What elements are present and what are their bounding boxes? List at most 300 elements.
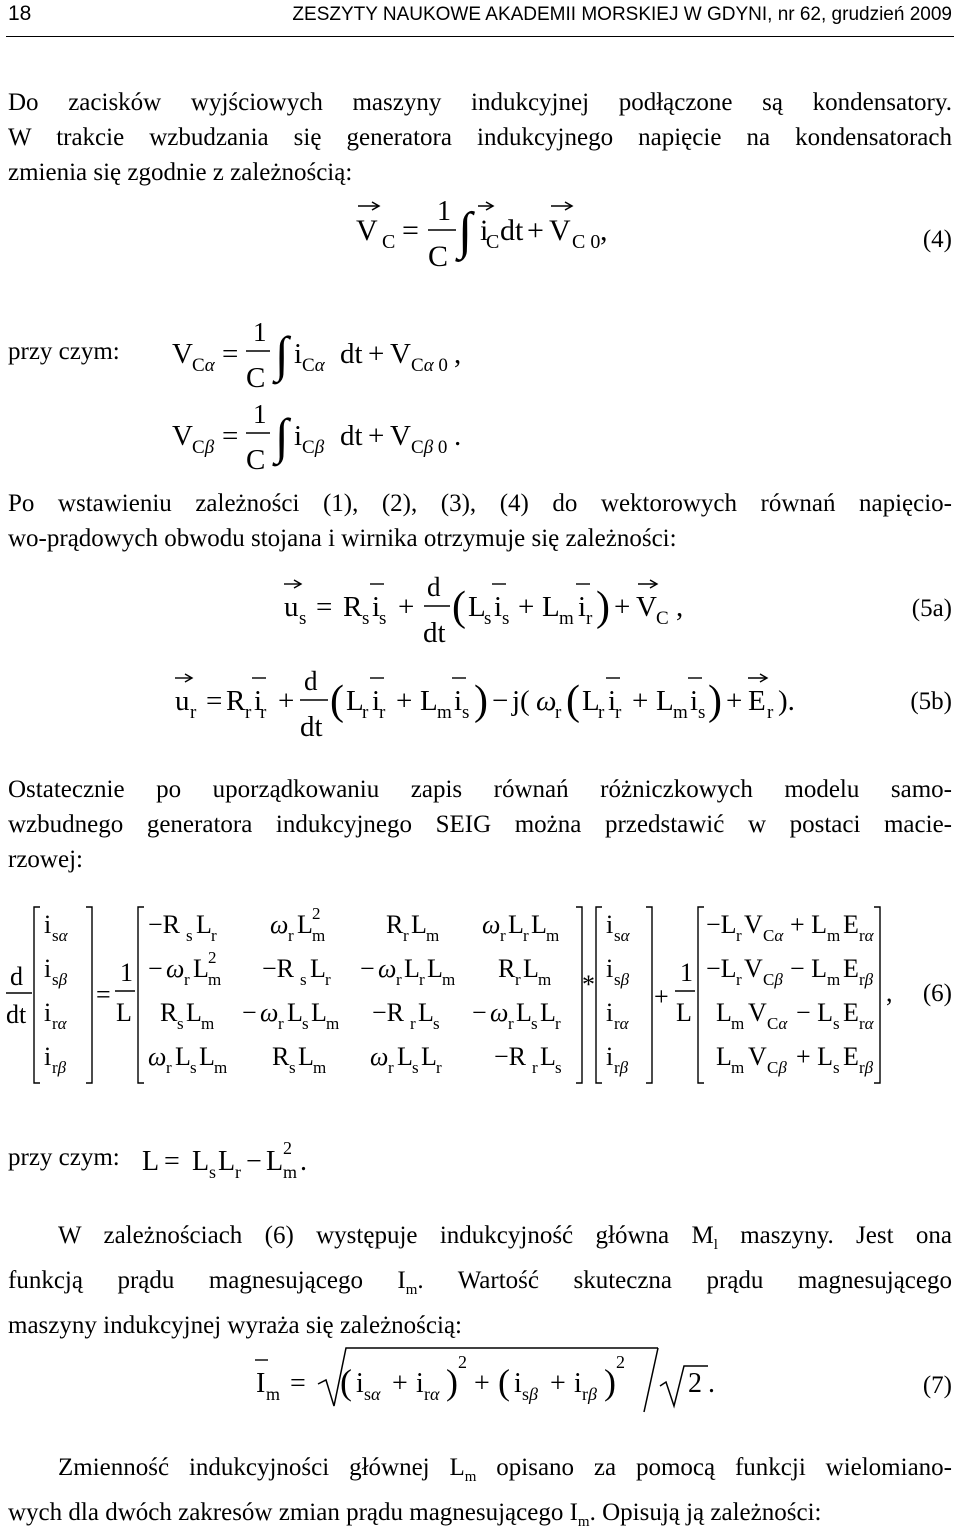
equation-6-matrix: [0, 895, 960, 1095]
svg-text:i: i: [480, 214, 489, 247]
svg-text:L: L: [193, 954, 209, 983]
svg-text:.: .: [708, 1368, 715, 1399]
svg-text:1: 1: [120, 958, 133, 987]
svg-text:V: V: [748, 998, 767, 1027]
svg-text:r: r: [586, 608, 593, 629]
svg-text:L: L: [310, 954, 326, 983]
svg-text:m: m: [313, 1058, 327, 1077]
paragraph-inductance-variation: [8, 1450, 952, 1540]
svg-text:s: s: [289, 1058, 296, 1077]
svg-text:1: 1: [680, 958, 693, 987]
svg-text:r: r: [245, 702, 252, 723]
svg-text:+: +: [368, 338, 385, 370]
svg-text:−L: −L: [706, 954, 737, 983]
svg-text:Cα: Cα: [302, 355, 325, 376]
svg-text:dt: dt: [500, 214, 524, 247]
svg-text:i: i: [454, 685, 463, 717]
svg-text:i: i: [294, 338, 303, 370]
svg-text:V: V: [748, 1042, 767, 1071]
svg-text:L: L: [508, 910, 524, 939]
svg-text:sα: sα: [614, 926, 630, 945]
svg-text:r: r: [598, 702, 605, 723]
svg-text:i: i: [416, 1368, 424, 1399]
text-line: zmienia się zgodnie z zależnością:: [8, 159, 353, 186]
equation-5b: [0, 660, 960, 750]
svg-text:L: L: [287, 998, 303, 1027]
svg-text:+: +: [368, 420, 385, 452]
svg-text:s: s: [302, 1014, 309, 1033]
svg-text:+: +: [654, 982, 669, 1011]
svg-text:j(: j(: [512, 685, 530, 717]
svg-text:s: s: [186, 926, 193, 945]
svg-text:m: m: [538, 970, 552, 989]
svg-text:i: i: [606, 910, 614, 939]
svg-text:d: d: [427, 572, 441, 602]
text-line: wzbudnego generatora indukcyjnego SEIG można przedstawić w postaci macie-: [8, 811, 952, 838]
svg-text:L: L: [582, 685, 600, 717]
svg-text:s: s: [190, 1058, 197, 1077]
svg-text:E: E: [748, 685, 766, 717]
svg-text:=: =: [222, 338, 239, 370]
svg-text:∫: ∫: [275, 326, 289, 382]
svg-text:sα: sα: [364, 1384, 381, 1404]
text-line: Po wstawieniu zależności (1), (2), (3), (4) do wektorowych równań napięcio-: [8, 490, 952, 517]
svg-text:rβ: rβ: [614, 1058, 629, 1077]
svg-text:R: R: [226, 685, 246, 717]
svg-text:i: i: [44, 998, 52, 1027]
svg-text:m: m: [326, 1014, 340, 1033]
svg-text:r: r: [515, 970, 521, 989]
svg-text:ω: ω: [490, 998, 509, 1027]
svg-text:i: i: [294, 420, 303, 452]
svg-text:,: ,: [454, 338, 462, 370]
svg-text:ω: ω: [260, 998, 279, 1027]
svg-text:s: s: [833, 1014, 840, 1033]
svg-text:s: s: [412, 1058, 419, 1077]
svg-text:): ): [604, 1362, 616, 1402]
svg-text:L: L: [192, 1146, 210, 1177]
svg-text:(: (: [566, 678, 580, 724]
svg-text:=: =: [164, 1146, 180, 1177]
svg-text:L: L: [540, 1042, 556, 1071]
svg-text:∫: ∫: [458, 203, 473, 260]
svg-text:I: I: [256, 1368, 266, 1399]
svg-text:=: =: [402, 214, 419, 247]
text-line: Zmienność indukcyjności głównej $L_m$ opisano za pomocą funkcji wielomiano-: [58, 1454, 952, 1485]
svg-text:−R: −R: [494, 1042, 527, 1071]
svg-text:rα: rα: [52, 1014, 67, 1033]
equation-7: [0, 1340, 960, 1420]
svg-text:L: L: [531, 910, 547, 939]
svg-text:L: L: [266, 1146, 284, 1177]
svg-text:+: +: [474, 1368, 490, 1399]
svg-text:−: −: [492, 685, 509, 717]
svg-text:L: L: [427, 954, 443, 983]
svg-text:ω: ω: [148, 1042, 167, 1071]
journal-header: ZESZYTY NAUKOWE AKADEMII MORSKIEJ W GDYNI, nr 62, grudzień 2009: [292, 4, 952, 25]
svg-text:): ): [708, 678, 722, 724]
svg-text:m: m: [827, 970, 841, 989]
svg-text:r: r: [736, 970, 742, 989]
svg-text:r: r: [260, 702, 267, 723]
svg-text:+: +: [392, 1368, 408, 1399]
svg-text:sα: sα: [52, 926, 68, 945]
svg-text:sβ: sβ: [52, 970, 68, 989]
svg-text:Cα: Cα: [763, 926, 784, 945]
svg-text:sβ: sβ: [522, 1384, 538, 1404]
svg-text:r: r: [211, 926, 217, 945]
svg-text:−: −: [246, 1146, 262, 1177]
svg-text:m: m: [312, 926, 326, 945]
svg-text:r: r: [325, 970, 331, 989]
svg-text:r: r: [419, 970, 425, 989]
svg-text:2: 2: [283, 1138, 292, 1158]
svg-text:i: i: [372, 591, 381, 623]
svg-text:C 0: C 0: [572, 231, 601, 253]
svg-text:L: L: [418, 998, 434, 1027]
svg-text:2: 2: [208, 948, 217, 967]
svg-text:r: r: [166, 1058, 172, 1077]
svg-text:i: i: [494, 591, 503, 623]
svg-text:+: +: [726, 685, 743, 717]
svg-text:i: i: [574, 1368, 582, 1399]
svg-text:L: L: [298, 1042, 314, 1071]
svg-text:E: E: [843, 998, 859, 1027]
svg-text:L: L: [716, 1042, 732, 1071]
svg-text:i: i: [44, 910, 52, 939]
svg-text:i: i: [578, 591, 587, 623]
paragraph-intro: [8, 85, 952, 190]
svg-text:V: V: [744, 954, 763, 983]
svg-text:r: r: [736, 926, 742, 945]
svg-text:ω: ω: [166, 954, 185, 983]
paragraph-magnetizing-current: [8, 1218, 952, 1343]
svg-text:−: −: [242, 998, 257, 1027]
svg-text:).: ).: [778, 685, 795, 717]
svg-text:(: (: [330, 678, 344, 724]
text-line: maszyny indukcyjnej wyraża się zależnością:: [8, 1312, 462, 1339]
svg-text:rα: rα: [859, 926, 874, 945]
svg-text:rα: rα: [614, 1014, 629, 1033]
svg-text:s: s: [698, 702, 706, 723]
svg-text:rα: rα: [859, 1014, 874, 1033]
svg-text:m: m: [266, 1384, 281, 1404]
text-line: rzowej:: [8, 846, 83, 873]
svg-text:r: r: [767, 702, 774, 723]
svg-text:m: m: [437, 702, 452, 723]
svg-text:V: V: [549, 214, 571, 247]
equation-number: (5b): [910, 688, 952, 715]
svg-text:L: L: [346, 685, 364, 717]
text-line: Ostatecznie po uporządkowaniu zapis równań różniczkowych modelu samo-: [8, 776, 952, 803]
svg-text:i: i: [690, 685, 699, 717]
svg-text:+ L: + L: [790, 910, 828, 939]
svg-text:2: 2: [458, 1352, 467, 1372]
svg-text:E: E: [843, 910, 859, 939]
svg-text:r: r: [555, 1014, 561, 1033]
svg-text:u: u: [175, 685, 190, 717]
svg-text:−: −: [148, 954, 163, 983]
svg-text:rβ: rβ: [859, 970, 874, 989]
svg-text:): ): [446, 1362, 458, 1402]
svg-text:m: m: [546, 926, 560, 945]
svg-text:L: L: [297, 910, 313, 939]
svg-text:m: m: [426, 926, 440, 945]
svg-text:): ): [596, 584, 610, 630]
svg-text:L: L: [420, 685, 438, 717]
equation-components: [0, 305, 960, 480]
svg-text:V: V: [356, 214, 378, 247]
svg-text:2: 2: [688, 1368, 702, 1399]
svg-text:,: ,: [886, 978, 893, 1007]
equation-5a: [0, 570, 960, 650]
svg-text:r: r: [362, 702, 369, 723]
svg-text:(: (: [452, 584, 466, 630]
svg-text:E: E: [843, 1042, 859, 1071]
svg-text:r: r: [508, 1014, 514, 1033]
svg-text:s: s: [379, 608, 387, 629]
svg-text:1: 1: [253, 399, 267, 429]
svg-text:i: i: [606, 954, 614, 983]
svg-text:C: C: [486, 231, 500, 253]
svg-text:r: r: [288, 926, 294, 945]
svg-text:*: *: [582, 970, 595, 999]
svg-text:ω: ω: [378, 954, 397, 983]
svg-text:u: u: [284, 591, 299, 623]
svg-text:R: R: [386, 910, 404, 939]
svg-text:1: 1: [437, 196, 451, 227]
svg-text:+: +: [396, 685, 413, 717]
svg-text:+: +: [527, 214, 544, 247]
svg-text:m: m: [214, 1058, 228, 1077]
svg-text:r: r: [410, 1014, 416, 1033]
text-line: wo-prądowych obwodu stojana i wirnika otrzymuje się zależności:: [8, 525, 677, 552]
svg-text:s: s: [362, 608, 370, 629]
svg-text:i: i: [606, 1042, 614, 1071]
svg-text:L: L: [656, 685, 674, 717]
svg-text:): ): [474, 678, 488, 724]
svg-text:C: C: [246, 444, 266, 476]
svg-text:(: (: [340, 1362, 352, 1402]
svg-text:r: r: [436, 1058, 442, 1077]
svg-text:s: s: [462, 702, 470, 723]
svg-text:m: m: [208, 970, 222, 989]
svg-text:L: L: [218, 1146, 236, 1177]
svg-text:Cβ: Cβ: [302, 437, 325, 458]
svg-text:+: +: [614, 591, 631, 623]
svg-text:m: m: [731, 1058, 745, 1077]
svg-text:− L: − L: [796, 998, 834, 1027]
svg-text:dt: dt: [340, 420, 363, 452]
svg-text:L: L: [142, 1146, 160, 1177]
svg-text:i: i: [44, 954, 52, 983]
svg-text:L: L: [186, 998, 202, 1027]
svg-text:dt: dt: [340, 338, 363, 370]
svg-text:i: i: [372, 685, 381, 717]
svg-text:C: C: [382, 231, 396, 253]
svg-text:Cα: Cα: [767, 1014, 788, 1033]
svg-text:+ L: + L: [796, 1042, 834, 1071]
svg-text:d: d: [304, 666, 318, 696]
svg-text:,: ,: [600, 214, 608, 247]
svg-text:+: +: [518, 591, 535, 623]
svg-text:L: L: [311, 998, 327, 1027]
svg-text:R: R: [498, 954, 516, 983]
svg-text:L: L: [116, 998, 132, 1027]
svg-text:R: R: [160, 998, 178, 1027]
svg-text:− L: − L: [790, 954, 828, 983]
svg-text:s: s: [484, 608, 492, 629]
equation-number: (4): [922, 226, 952, 253]
paragraph-matrix-intro: [8, 772, 952, 877]
svg-text:rβ: rβ: [582, 1384, 597, 1404]
svg-text:s: s: [300, 970, 307, 989]
svg-text:dt: dt: [300, 711, 323, 743]
text-line: funkcją prądu magnesującego $I_m$. Wartość skuteczna prądu magnesującego: [8, 1267, 953, 1298]
equation-number: (6): [922, 980, 952, 1007]
svg-text:m: m: [827, 926, 841, 945]
svg-text:r: r: [184, 970, 190, 989]
text-line: W zależnościach (6) występuje indukcyjność główna $M_l$ maszyny. Jest ona: [58, 1222, 952, 1253]
svg-text:i: i: [356, 1368, 364, 1399]
svg-text:−R: −R: [372, 998, 405, 1027]
svg-text:s: s: [502, 608, 510, 629]
svg-text:=: =: [206, 685, 223, 717]
svg-text:C: C: [428, 240, 449, 273]
svg-text:Cβ: Cβ: [767, 1058, 787, 1077]
svg-text:,: ,: [676, 591, 684, 623]
svg-text:r: r: [500, 926, 506, 945]
svg-text:i: i: [606, 998, 614, 1027]
przy-czym-label: przy czym:: [8, 338, 120, 365]
svg-text:ω: ω: [536, 685, 557, 717]
svg-text:L: L: [397, 1042, 413, 1071]
svg-text:=: =: [316, 591, 333, 623]
svg-text:L: L: [404, 954, 420, 983]
svg-text:s: s: [833, 1058, 840, 1077]
svg-text:V: V: [636, 591, 657, 623]
svg-text:rβ: rβ: [859, 1058, 874, 1077]
svg-text:−R: −R: [148, 910, 181, 939]
svg-text:ω: ω: [482, 910, 501, 939]
equation-number: (7): [922, 1372, 952, 1399]
svg-text:−L: −L: [706, 910, 737, 939]
svg-text:+: +: [278, 685, 295, 717]
svg-text:sβ: sβ: [614, 970, 630, 989]
svg-text:i: i: [44, 1042, 52, 1071]
text-line: W trakcie wzbudzania się generatora indukcyjnego napięcie na kondensatorach: [8, 124, 952, 151]
svg-text:1: 1: [253, 317, 267, 347]
text-line: Do zacisków wyjściowych maszyny indukcyjnej podłączone są kondensatory.: [8, 89, 952, 116]
svg-text:L: L: [175, 1042, 191, 1071]
svg-text:L: L: [199, 1042, 215, 1071]
svg-text:E: E: [843, 954, 859, 983]
svg-text:L: L: [468, 591, 486, 623]
svg-text:L: L: [421, 1042, 437, 1071]
svg-text:r: r: [555, 702, 562, 723]
text-line: wych dla dwóch zakresów zmian prądu magnesującego $I_m$. Opisują ją zależności:: [8, 1499, 822, 1530]
svg-text:Cβ: Cβ: [192, 437, 215, 458]
svg-text:rα: rα: [424, 1384, 440, 1404]
svg-text:Cβ 0: Cβ 0: [411, 437, 448, 458]
svg-text:r: r: [190, 702, 197, 723]
svg-text:ω: ω: [270, 910, 289, 939]
svg-text:.: .: [300, 1146, 307, 1177]
svg-text:m: m: [731, 1014, 745, 1033]
svg-text:V: V: [390, 420, 411, 452]
svg-text:L: L: [716, 998, 732, 1027]
svg-text:−: −: [472, 998, 487, 1027]
svg-text:V: V: [390, 338, 411, 370]
svg-text:dt: dt: [6, 1000, 27, 1029]
svg-text:s: s: [531, 1014, 538, 1033]
svg-text:i: i: [514, 1368, 522, 1399]
svg-text:V: V: [172, 338, 193, 370]
przy-czym-label: przy czym:: [8, 1144, 120, 1171]
svg-text:m: m: [442, 970, 456, 989]
equation-4: [0, 180, 960, 290]
svg-text:∫: ∫: [275, 408, 289, 464]
svg-text:=: =: [222, 420, 239, 452]
svg-text:m: m: [201, 1014, 215, 1033]
svg-text:s: s: [555, 1058, 562, 1077]
svg-text:r: r: [396, 970, 402, 989]
svg-text:−R: −R: [262, 954, 295, 983]
svg-text:L: L: [516, 998, 532, 1027]
svg-text:C: C: [656, 608, 669, 629]
svg-text:r: r: [278, 1014, 284, 1033]
header-rule: [6, 36, 954, 37]
svg-text:=: =: [290, 1368, 306, 1399]
svg-text:i: i: [254, 685, 263, 717]
svg-text:+: +: [632, 685, 649, 717]
svg-text:=: =: [96, 980, 111, 1009]
svg-text:m: m: [283, 1162, 298, 1182]
svg-text:Cα 0: Cα 0: [411, 355, 448, 376]
svg-text:2: 2: [312, 904, 321, 923]
svg-text:L: L: [411, 910, 427, 939]
equation-number: (5a): [911, 595, 952, 622]
svg-text:r: r: [388, 1058, 394, 1077]
svg-text:r: r: [235, 1162, 241, 1182]
svg-text:L: L: [523, 954, 539, 983]
svg-text:ω: ω: [370, 1042, 389, 1071]
svg-text:L: L: [542, 591, 560, 623]
svg-text:s: s: [433, 1014, 440, 1033]
svg-text:r: r: [523, 926, 529, 945]
svg-text:L: L: [676, 998, 692, 1027]
svg-text:r: r: [532, 1058, 538, 1077]
svg-text:Cβ: Cβ: [763, 970, 783, 989]
svg-text:rβ: rβ: [52, 1058, 67, 1077]
svg-text:r: r: [403, 926, 409, 945]
svg-text:R: R: [272, 1042, 290, 1071]
svg-text:r: r: [615, 702, 622, 723]
svg-text:m: m: [673, 702, 688, 723]
svg-text:s: s: [299, 608, 307, 629]
svg-text:+: +: [550, 1368, 566, 1399]
page-number: 18: [8, 2, 32, 25]
svg-text:L: L: [196, 910, 212, 939]
svg-text:L: L: [540, 998, 556, 1027]
svg-text:C: C: [246, 362, 266, 394]
svg-text:.: .: [454, 420, 462, 452]
svg-text:V: V: [744, 910, 763, 939]
svg-text:s: s: [177, 1014, 184, 1033]
svg-text:Cα: Cα: [192, 355, 215, 376]
svg-text:V: V: [172, 420, 193, 452]
svg-text:m: m: [559, 608, 574, 629]
